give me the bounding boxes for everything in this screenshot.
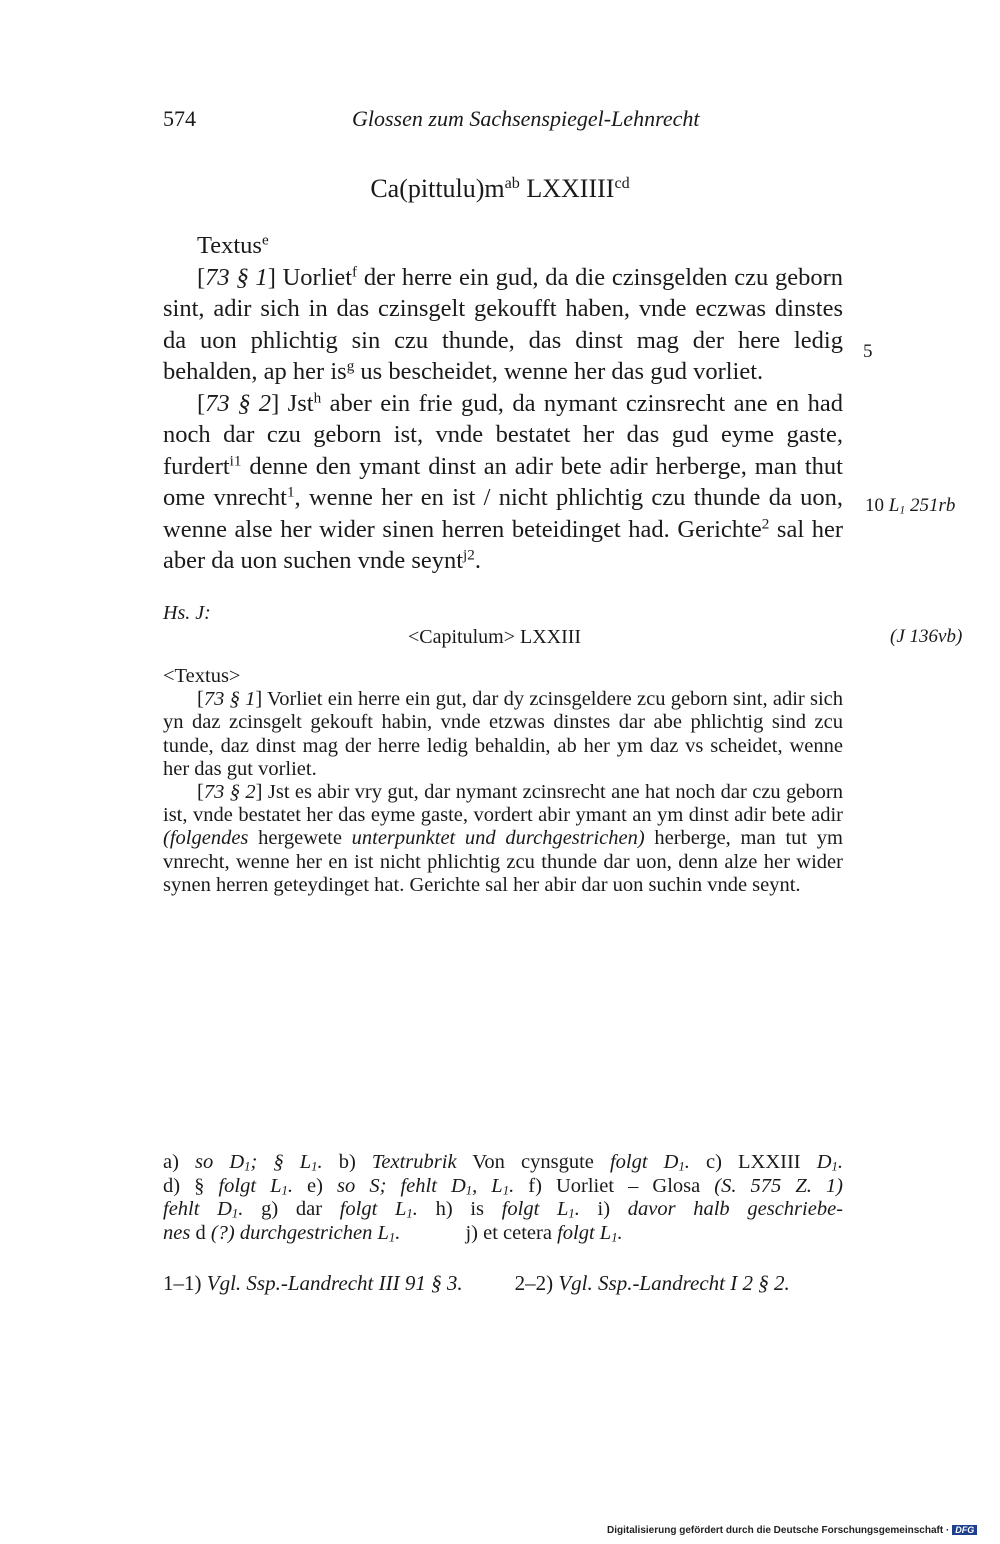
critical-apparatus <box>163 1151 843 1245</box>
footnote-marker: f <box>352 263 358 281</box>
apparatus-note-f-cont: fehlt $D_1$. <box>163 1198 244 1221</box>
footnote-marker: cd <box>614 175 630 193</box>
footnote-marker: h <box>313 389 322 407</box>
chapter-heading <box>0 174 1000 204</box>
footnote-marker: 2 <box>761 515 770 533</box>
dfg-logo: DFG <box>952 1525 977 1535</box>
apparatus-line-4 <box>163 1222 843 1246</box>
chapter-numeral: LXXIIII <box>519 174 615 203</box>
folio-reference: $L_1$ 251rb <box>888 495 956 517</box>
commentary-notes <box>163 1271 790 1296</box>
footnote-marker: 1 <box>286 483 295 501</box>
main-paragraph-1: [73 § 1] Uorliet$^f$ der herre ein gud, da die czinsgelden czu geborn sint, adir sich in das czinsgelt gekoufft haben, vnde eczwas dinstes da uon phlichtig sin czu thunde, das dinst mag der here ledig behalden, ap her $is^g$ us bescheidet, wenne her das gud vorliet. <box>163 263 844 385</box>
digitization-footer: Digitalisierung gefördert durch die Deutsche Forschungsgemeinschaft · DFG <box>607 1525 977 1536</box>
apparatus-line-1 <box>163 1151 843 1175</box>
apparatus-note-i: i) davor halb geschriebe- <box>597 1198 843 1220</box>
apparatus-note-b: b) Textrubrik Von cynsgute folgt $D_1$. <box>338 1151 690 1174</box>
apparatus-note-d: d) § folgt $L_1$. <box>163 1174 293 1198</box>
apparatus-note-a: a) so $D_1$; § $L_1$. <box>163 1151 323 1174</box>
apparatus-note-e: e) so S; fehlt $D_1$, $L_1$. <box>307 1174 515 1198</box>
section-ref: 73 § 1 <box>205 263 268 291</box>
main-paragraph-2: [73 § 2] Jst$^h$ aber ein frie gud, da nymant czinsrecht ane en had noch dar czu geborn ist, vnde bestatet her das gud eyme gaste, furdert$^{i1}$ denne den ymant dinst an adir bete adir herberge, man thut ome vnrecht$^1$, wenne her en ist / nicht phlichtig czu thunde da uon, wenne alse her wider sinen herren beteidinget had. Gerichte$^2$ sal her aber da uon suchen vnde seynt$^{j2}$. <box>163 389 843 574</box>
apparatus-note-g: g) dar folgt $L_1$. <box>261 1198 418 1221</box>
chapter-heading-text: Ca(pittulu)m <box>370 174 505 203</box>
textus-heading: Textus$^e$ <box>197 231 269 259</box>
section-ref: 73 § 1 <box>203 688 256 711</box>
apparatus-note-i-cont: nes d (?) durchgestrichen $L_1$. <box>163 1221 401 1245</box>
j-textus-heading: <Textus> <box>163 665 241 687</box>
running-title: Glossen zum Sachsenspiegel-Lehnrecht <box>352 106 700 131</box>
j-paragraph-2: [73 § 2] Jst es abir vry gut, dar nymant zcinsrecht ane hat noch dar czu geborn ist, vnde bestatet her das eyme gaste, vordert abir ymant an ym dinst adir bete adir (folgendes hergewete unterpunktet und durchgestrichen) herberge, man tut ym vnrecht, wenne her en ist nicht phlichtig zcu thunde dar uon, denn alze her wider synen herren geteydinget hat. Gerichte sal her abir dar uon suchin vnde seynt. <box>163 781 843 896</box>
footnote-marker: e <box>261 231 269 249</box>
apparatus-note-f: f) Uorliet – Glosa (S. 575 Z. 1) <box>528 1174 844 1197</box>
section-ref: 73 § 2 <box>203 781 256 804</box>
manuscript-label: Hs. J: <box>163 602 211 624</box>
capitulum-heading: <Capitulum> LXXIII <box>408 626 582 648</box>
manuscript-j-text <box>163 665 843 897</box>
footnote-marker: ab <box>504 175 520 193</box>
apparatus-note-c: c) LXXIII $D_1$. <box>706 1151 844 1174</box>
apparatus-line-2 <box>163 1175 843 1199</box>
apparatus-note-h: h) is folgt $L_1$. <box>435 1198 580 1221</box>
folio-reference-j: (J 136vb) <box>890 626 963 647</box>
line-number-10: 10 $L_1$ 251rb <box>865 495 956 517</box>
commentary-note-2: 2–2) Vgl. Ssp.-Landrecht I 2 § 2. <box>514 1271 790 1295</box>
main-text <box>163 230 843 577</box>
footnote-marker: i1 <box>229 452 242 470</box>
section-ref: 73 § 2 <box>205 389 272 417</box>
j-paragraph-1: [73 § 1] Vorliet ein herre ein gut, dar dy zcinsgeldere zcu geborn sint, adir sich yn daz zcinsgelt gekouft habin, vnde etzwas dinstes dar abe phlichtig sind zcu tunde, daz dinst mag der herre ledig behaldin, ab her ym daz vs scheidet, wenne her das gut vorliet. <box>163 688 844 780</box>
apparatus-line-3 <box>163 1198 843 1222</box>
footnote-marker: j2 <box>463 546 475 564</box>
commentary-note-1: 1–1) Vgl. Ssp.-Landrecht III 91 § 3. <box>163 1271 463 1295</box>
footnote-marker: g <box>346 357 355 375</box>
line-number-5: 5 <box>863 341 873 362</box>
page-number: 574 <box>163 106 196 131</box>
apparatus-note-j: j) et cetera folgt $L_1$. <box>465 1221 623 1245</box>
